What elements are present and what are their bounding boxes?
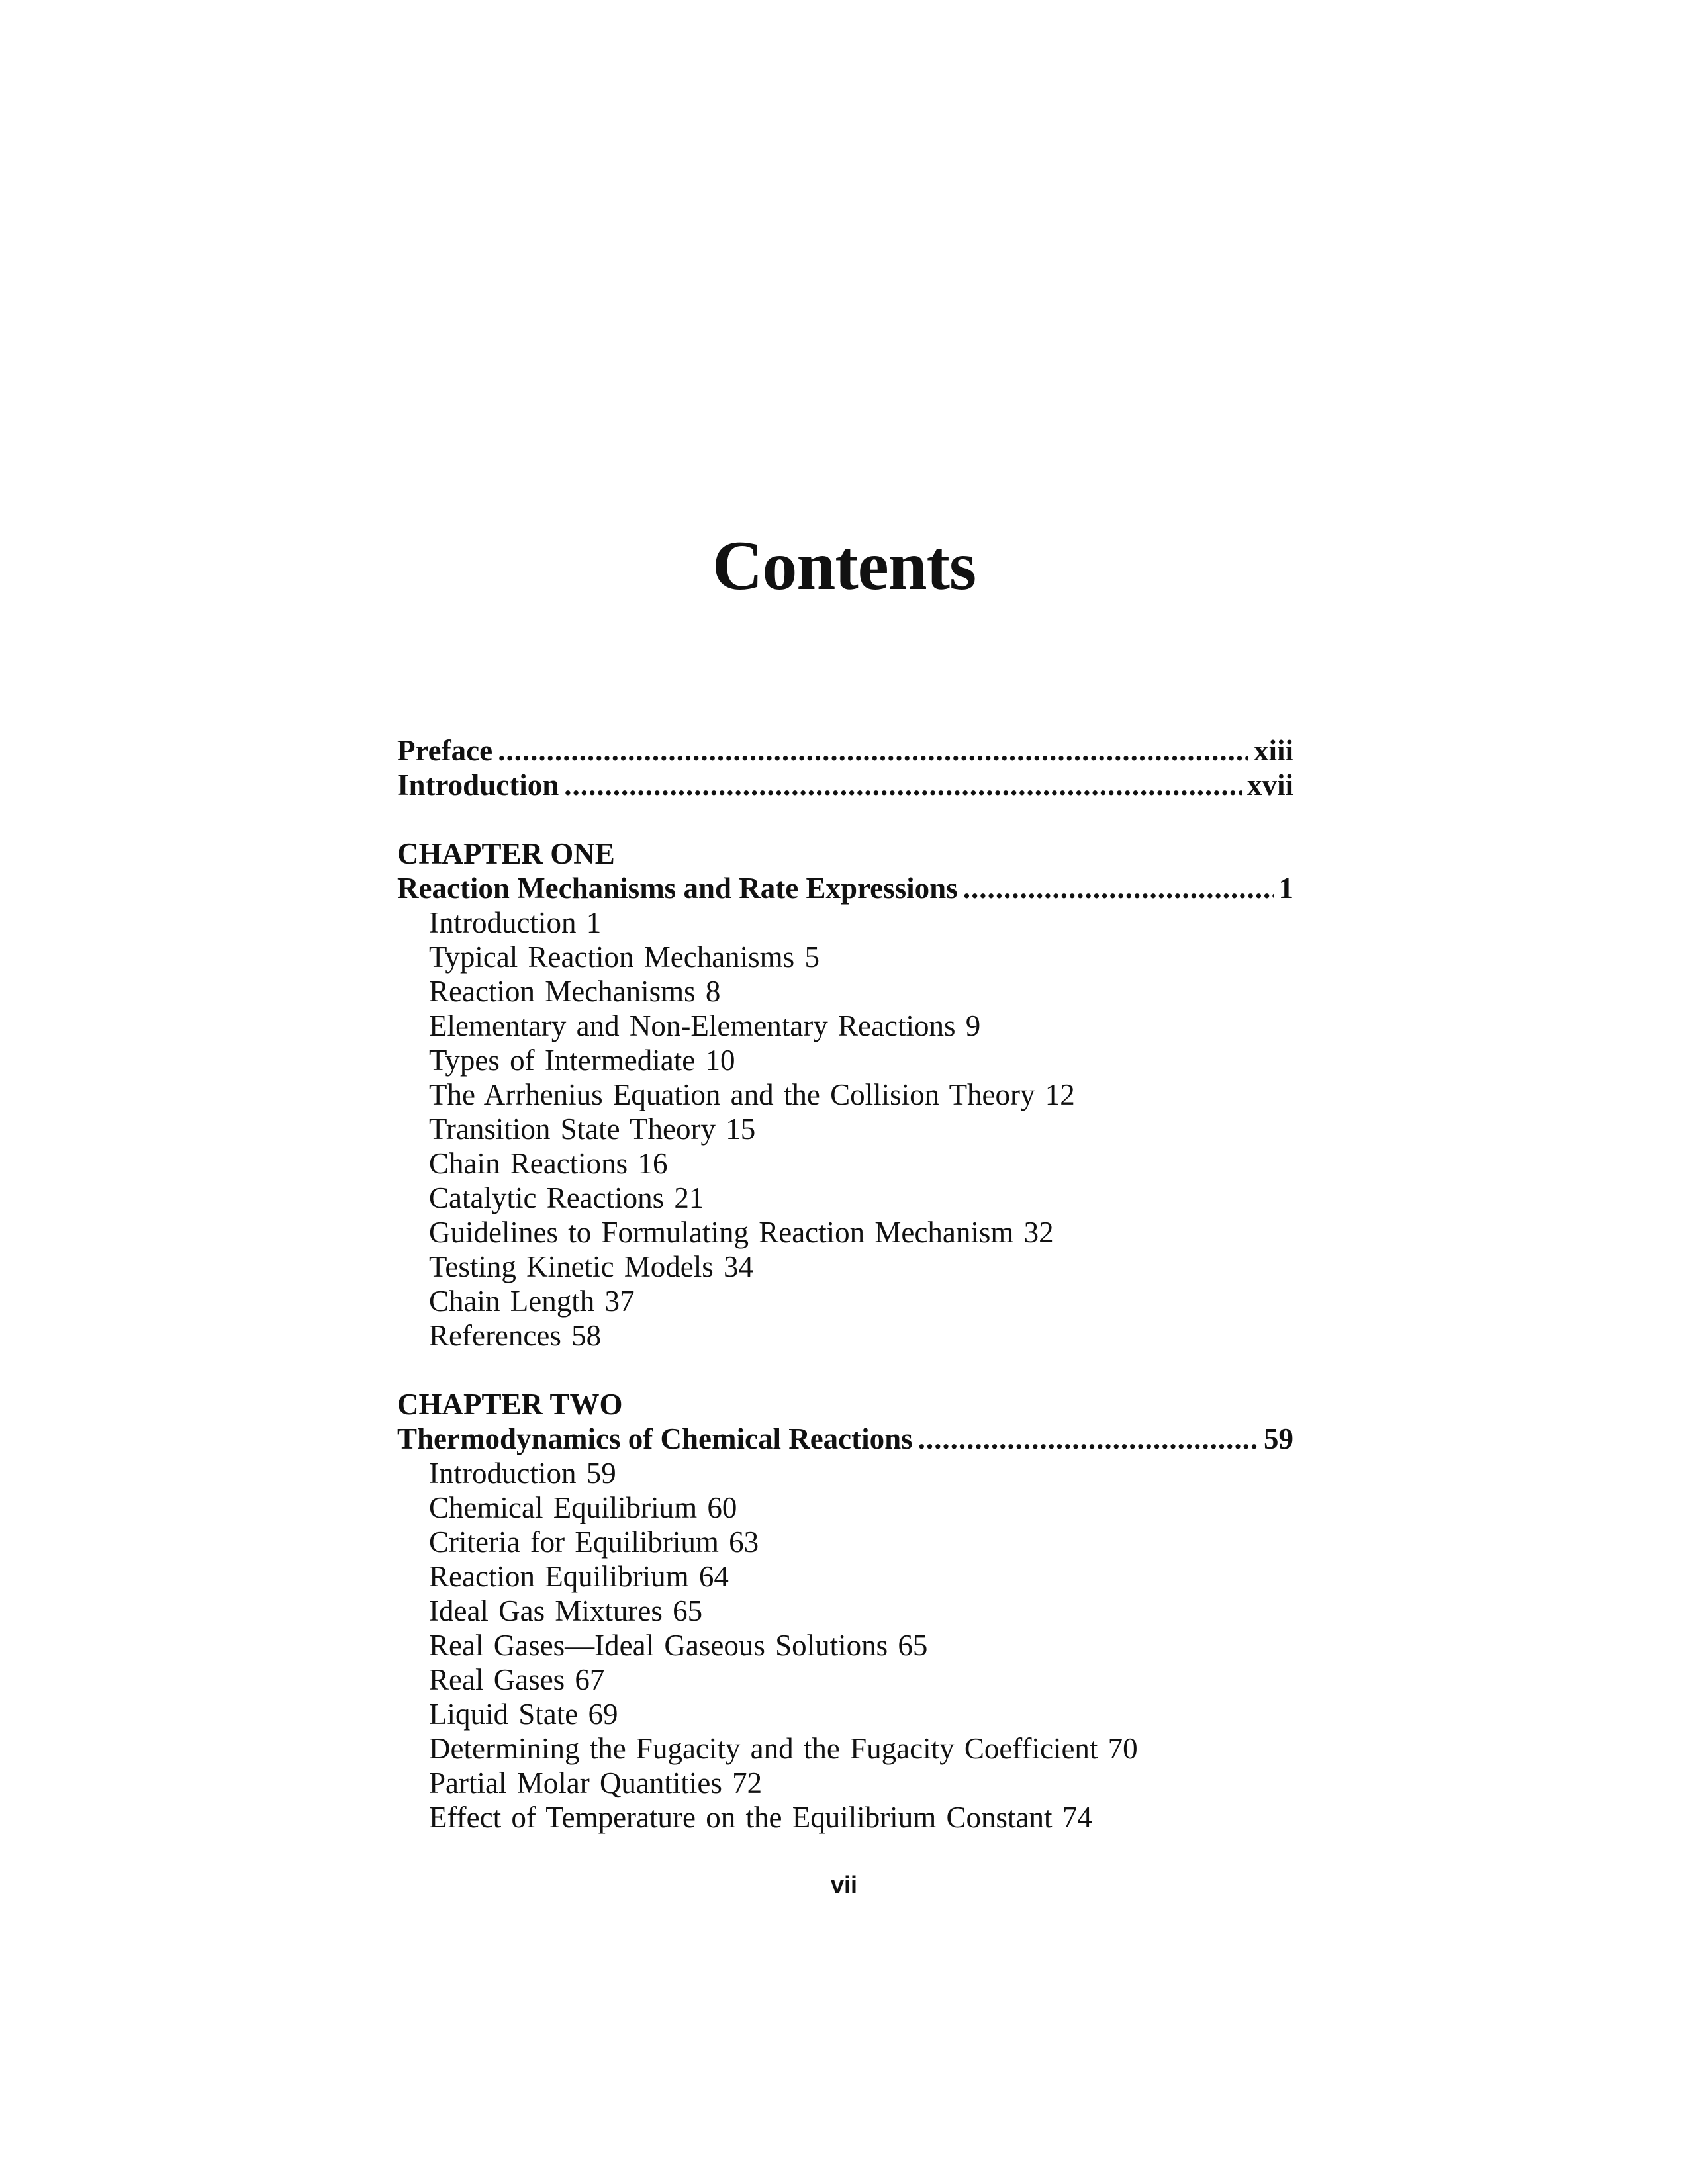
- chapter-label: CHAPTER TWO: [397, 1388, 623, 1421]
- chapter-page: 1: [1278, 872, 1293, 905]
- section-entry: Criteria for Equilibrium 63: [429, 1525, 759, 1559]
- chapter-label: CHAPTER ONE: [397, 837, 615, 870]
- section-entry: Catalytic Reactions 21: [429, 1181, 704, 1214]
- toc-entry-page: xvii: [1246, 768, 1293, 801]
- chapter-title-row: [397, 1422, 1293, 1456]
- section-entry: Liquid State 69: [429, 1698, 618, 1731]
- section-entry: The Arrhenius Equation and the Collision Theory 12: [429, 1078, 1075, 1111]
- page-title: Contents: [712, 527, 976, 604]
- dot-leader: [564, 768, 1242, 802]
- section-entry: Chemical Equilibrium 60: [429, 1491, 737, 1524]
- dot-leader: [918, 1422, 1258, 1456]
- section-entry: Guidelines to Formulating Reaction Mechanism 32: [429, 1216, 1054, 1249]
- chapter-title-row: [397, 871, 1293, 905]
- section-entry: Chain Length 37: [429, 1285, 635, 1318]
- section-entry: Transition State Theory 15: [429, 1113, 756, 1146]
- section-entry: Real Gases—Ideal Gaseous Solutions 65: [429, 1629, 928, 1662]
- toc-entry-introduction: [397, 768, 1293, 802]
- chapter-page: 59: [1264, 1422, 1293, 1455]
- dot-leader: [498, 733, 1248, 768]
- section-entry: References 58: [429, 1319, 602, 1352]
- toc-entry-label: Introduction: [397, 768, 559, 801]
- section-entry: Testing Kinetic Models 34: [429, 1250, 754, 1283]
- dot-leader: [963, 871, 1274, 905]
- section-entry: Effect of Temperature on the Equilibrium Constant 74: [429, 1801, 1092, 1834]
- section-entry: Types of Intermediate 10: [429, 1044, 735, 1077]
- page-number: vii: [830, 1871, 858, 1898]
- toc-entry-page: xiii: [1253, 734, 1293, 767]
- section-entry: Introduction 1: [429, 906, 602, 939]
- table-of-contents: [397, 733, 1293, 1835]
- section-entry: Typical Reaction Mechanisms 5: [429, 940, 820, 974]
- chapter-title: Reaction Mechanisms and Rate Expressions: [397, 872, 958, 905]
- section-entry: Elementary and Non-Elementary Reactions 9: [429, 1009, 981, 1042]
- toc-entry-preface: [397, 733, 1293, 768]
- section-entry: Ideal Gas Mixtures 65: [429, 1594, 703, 1627]
- chapter-title: Thermodynamics of Chemical Reactions: [397, 1422, 913, 1455]
- section-entry: Reaction Equilibrium 64: [429, 1560, 729, 1593]
- section-entry: Determining the Fugacity and the Fugacity Coefficient 70: [429, 1732, 1138, 1765]
- section-entry: Real Gases 67: [429, 1663, 605, 1696]
- toc-entry-label: Preface: [397, 734, 493, 767]
- section-entry: Chain Reactions 16: [429, 1147, 668, 1180]
- section-entry: Reaction Mechanisms 8: [429, 975, 721, 1008]
- section-entry: Partial Molar Quantities 72: [429, 1766, 763, 1799]
- section-entry: Introduction 59: [429, 1457, 616, 1490]
